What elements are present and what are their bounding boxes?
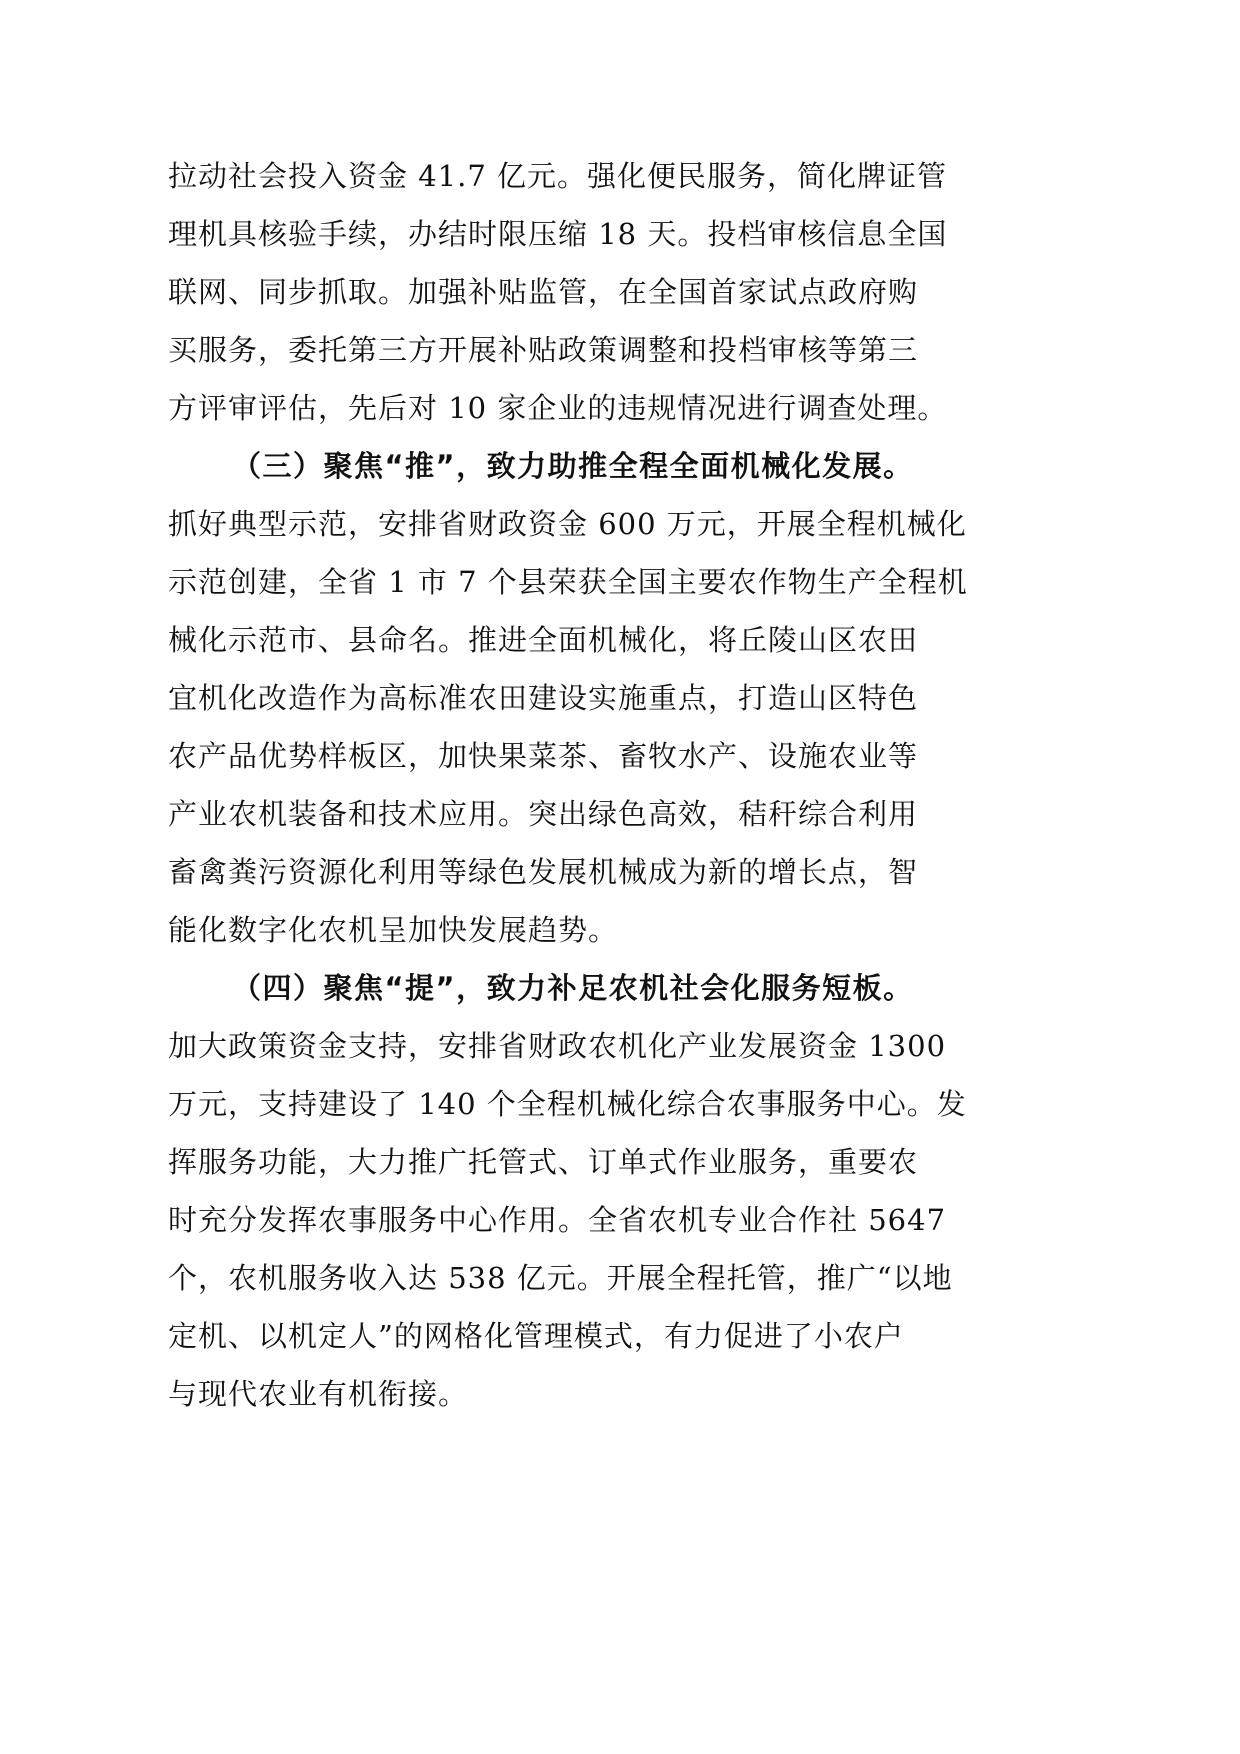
paragraph-line: 万元，支持建设了 140 个全程机械化综合农事服务中心。发 (168, 1087, 967, 1121)
paragraph-line: 联网、同步抓取。加强补贴监管，在全国首家试点政府购 (168, 275, 919, 309)
paragraph-line: 加大政策资金支持，安排省财政农机化产业发展资金 1300 (168, 1029, 947, 1063)
paragraph-line: 示范创建，全省 1 市 7 个县荣获全国主要农作物生产全程机 (168, 565, 968, 599)
paragraph-line: 能化数字化农机呈加快发展趋势。 (168, 913, 619, 947)
paragraph-line: 个，农机服务收入达 538 亿元。开展全程托管，推广“以地 (168, 1261, 953, 1295)
paragraph-line: 抓好典型示范，安排省财政资金 600 万元，开展全程机械化 (168, 507, 967, 541)
paragraph-line: 挥服务功能，大力推广托管式、订单式作业服务，重要农 (168, 1145, 919, 1179)
paragraph-line: 买服务，委托第三方开展补贴政策调整和投档审核等第三 (168, 333, 919, 367)
paragraph-line: 理机具核验手续，办结时限压缩 18 天。投档审核信息全国 (168, 217, 948, 251)
paragraph-line: 与现代农业有机衔接。 (168, 1377, 469, 1411)
section-heading-4: （四）聚焦“提”，致力补足农机社会化服务短板。 (232, 971, 914, 1005)
paragraph-line: 时充分发挥农事服务中心作用。全省农机专业合作社 5647 (168, 1203, 947, 1237)
paragraph-line: 械化示范市、县命名。推进全面机械化，将丘陵山区农田 (168, 623, 919, 657)
paragraph-line: 农产品优势样板区，加快果菜茶、畜牧水产、设施农业等 (168, 739, 919, 773)
paragraph-line: 方评审评估，先后对 10 家企业的违规情况进行调查处理。 (168, 391, 948, 425)
paragraph-line: 宜机化改造作为高标准农田建设实施重点，打造山区特色 (168, 681, 919, 715)
paragraph-line: 定机、以机定人”的网格化管理模式，有力促进了小农户 (168, 1319, 904, 1353)
paragraph-line: 畜禽粪污资源化利用等绿色发展机械成为新的增长点，智 (168, 855, 919, 889)
paragraph-line: 产业农机装备和技术应用。突出绿色高效，秸秆综合利用 (168, 797, 919, 831)
section-heading-3: （三）聚焦“推”，致力助推全程全面机械化发展。 (232, 449, 914, 483)
paragraph-line: 拉动社会投入资金 41.7 亿元。强化便民服务，简化牌证管 (168, 159, 948, 193)
